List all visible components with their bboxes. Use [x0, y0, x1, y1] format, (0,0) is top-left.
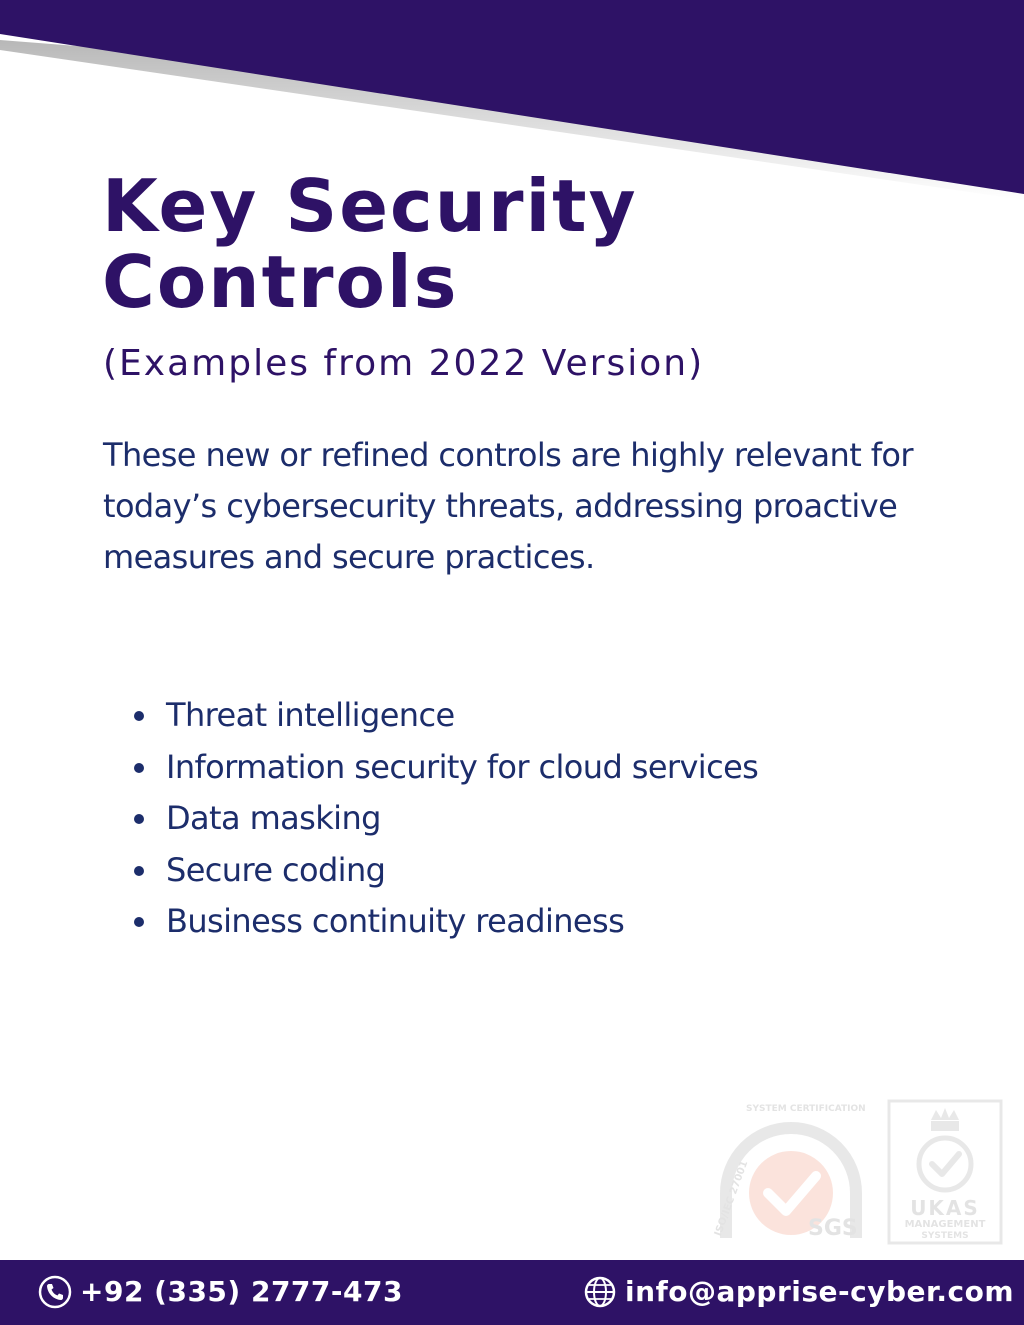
list-item-label: Business continuity readiness — [166, 902, 625, 940]
list-item — [130, 690, 758, 742]
footer-email[interactable] — [583, 1274, 1014, 1310]
page-title — [102, 164, 638, 324]
ukas-certification-logo — [886, 1098, 1004, 1248]
bullet-icon — [134, 763, 144, 773]
sgs-ring-left-text: ISO/IEC 27001 — [712, 1159, 751, 1238]
ukas-line-1: MANAGEMENT — [904, 1219, 986, 1230]
list-item-label: Data masking — [166, 799, 381, 837]
sgs-ring-top-text: SYSTEM CERTIFICATION — [746, 1104, 866, 1114]
bullet-icon — [134, 866, 144, 876]
ukas-brand-text: UKAS — [910, 1196, 980, 1220]
list-item-label: Secure coding — [166, 850, 386, 889]
bullet-icon — [134, 917, 144, 927]
bullet-icon — [134, 814, 144, 824]
email-address: info@apprise-cyber.com — [625, 1275, 1014, 1308]
footer-phone[interactable] — [38, 1274, 403, 1310]
contact-footer — [0, 1260, 1024, 1325]
list-item — [130, 793, 758, 845]
globe-icon — [583, 1275, 617, 1309]
controls-list — [130, 690, 758, 948]
title-line-1: Key Security — [102, 164, 638, 248]
list-item — [130, 742, 758, 794]
phone-icon — [38, 1275, 72, 1309]
list-item-label: Threat intelligence — [166, 696, 455, 734]
ukas-line-2: SYSTEMS — [921, 1231, 969, 1241]
phone-number: +92 (335) 2777-473 — [80, 1275, 403, 1308]
list-item — [130, 896, 758, 948]
list-item-label: Information security for cloud services — [166, 747, 759, 786]
sgs-brand-text: SGS — [808, 1216, 858, 1241]
page-subtitle: (Examples from 2022 Version) — [103, 343, 705, 384]
intro-paragraph: These new or refined controls are highly relevant for today’s cybersecurity threats, addressing proactive measures and secure practices. — [103, 436, 913, 576]
bullet-icon — [134, 711, 144, 721]
title-line-2: Controls — [102, 240, 459, 324]
list-item — [130, 845, 758, 897]
sgs-certification-logo — [706, 1098, 876, 1248]
